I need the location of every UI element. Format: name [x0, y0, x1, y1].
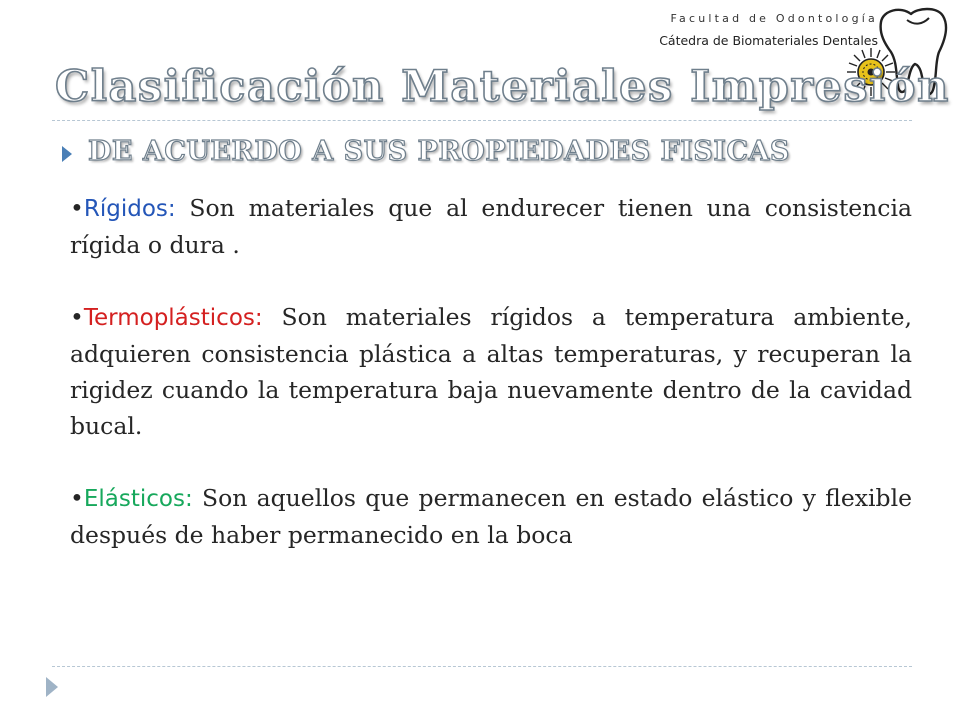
term-label: Elásticos: [83, 486, 193, 512]
footer-divider [52, 666, 912, 667]
bullet-marker: • [70, 303, 84, 331]
term-label: Termoplásticos: [83, 305, 263, 331]
item-description: Son materiales rígidos a temperatura ambiente, adquieren consistencia plástica a altas temperaturas, y recuperan la rigidez cuando la temperatura baja nuevamente dentro de la cavidad bucal. [70, 303, 912, 440]
triangle-right-icon [62, 146, 72, 162]
triangle-right-icon [46, 677, 58, 697]
item-description: Son aquellos que permanecen en estado elástico y flexible después de haber permanecido en la boca [70, 484, 912, 549]
item-description: Son materiales que al endurecer tienen una consistencia rígida o dura . [70, 194, 912, 259]
list-item-rigidos [70, 190, 912, 263]
chair-name: Cátedra de Biomateriales Dentales [659, 33, 878, 48]
faculty-name: Facultad de Odontología [670, 12, 878, 25]
bullet-marker: • [70, 194, 84, 222]
list-item-termoplasticos [70, 299, 912, 444]
slide-subtitle: DE ACUERDO A SUS PROPIEDADES FISICAS [88, 136, 790, 167]
list-item-elasticos [70, 480, 912, 553]
content-body [70, 190, 912, 589]
slide-title: Clasificación Materiales Impresión [55, 62, 950, 112]
term-label: Rígidos: [83, 196, 176, 222]
bullet-marker: • [70, 484, 84, 512]
title-divider [52, 120, 912, 121]
